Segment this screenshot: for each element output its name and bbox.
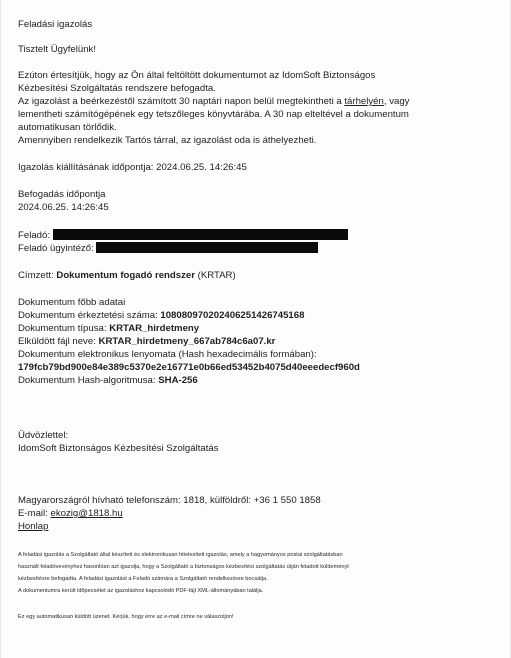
intro-line-2: Kézbesítési Szolgáltatás rendszere befogadta.: [18, 83, 216, 94]
file-value: KRTAR_hirdetmeny_667ab784c6a07.kr: [98, 336, 276, 347]
document-algo-row: [18, 375, 198, 387]
recipient-label: Címzett:: [18, 270, 54, 281]
document-type-row: [18, 323, 199, 335]
hash-value-text: 179fcb79bd900e84e389c5370e2e16771e0b66ed53452b4075d40eeedecf960d: [18, 362, 360, 373]
issued-label: Igazolás kiállításának időpontja:: [18, 162, 154, 173]
auto-notice: Ez egy automatikusan küldött üzenet. Kérjük, hogy erre az e-mail címre ne válaszoljon!: [18, 614, 234, 620]
intro-line-1: Ezúton értesítjük, hogy az Ön által feltöltött dokumentumot az IdomSoft Biztonságos: [18, 70, 376, 81]
issued-value: 2024.06.25. 14:26:45: [156, 162, 247, 173]
algo-value: SHA-256: [158, 375, 198, 386]
document-arrival-row: [18, 310, 304, 322]
sender-row: [18, 229, 348, 242]
sender-agent-redacted: [96, 242, 318, 253]
sender-label: Feladó:: [18, 230, 50, 241]
intro-line-4: lementheti számítógépének egy tetszőleges könyvtárába. A 30 nap elteltével a dokumentum: [18, 109, 409, 120]
type-value: KRTAR_hirdetmeny: [109, 323, 200, 334]
received-value: 2024.06.25. 14:26:45: [18, 202, 109, 213]
homepage-row: [18, 521, 48, 533]
footer-line-1: A feladási igazolás a Szolgáltató által készített és elektronikusan hitelesített igazolás, amely a hagyományos postai szolgáltatásban: [18, 552, 343, 558]
recipient-code: (KRTAR): [197, 270, 236, 281]
hash-value: [18, 362, 360, 374]
intro-line-5: automatikusan törlődik.: [18, 122, 117, 133]
intro-line-3: [18, 96, 409, 108]
arrival-value: 108080970202406251426745168: [160, 310, 305, 321]
footer-line-2: használt feladóvevényhez hasonlóan azt igazolja, hogy a Szolgáltató a biztonságos kézbesítési szolgáltatás útján feladott küldeményt: [18, 564, 349, 570]
sender-agent-row: [18, 242, 318, 255]
document-file-row: [18, 336, 275, 348]
recipient-name: Dokumentum fogadó rendszer: [56, 270, 195, 281]
page-title: Feladási igazolás: [18, 19, 93, 30]
sender-redacted: [53, 229, 348, 240]
email-label: E-mail:: [18, 508, 48, 519]
hash-label: Dokumentum elektronikus lenyomata (Hash hexadecimális formában):: [18, 349, 317, 360]
document-heading: Dokumentum főbb adatai: [18, 297, 126, 308]
received-label: Befogadás időpontja: [18, 189, 106, 200]
footer-line-4: A dokumentumra került időpecsétet az igazoláshoz kapcsolódó PDF-fájl XML-állományában találja.: [18, 588, 264, 594]
contact-email-row: [18, 508, 123, 520]
issued-timestamp: [18, 162, 247, 174]
file-label: Elküldött fájl neve:: [18, 336, 96, 347]
algo-label: Dokumentum Hash-algoritmusa:: [18, 375, 156, 386]
footer-line-3: kézbesítésre befogadta. A feladási igazolást a Feladó számára a Szolgáltató rendelkezésre bocsátja.: [18, 576, 268, 582]
closing-line-2: IdomSoft Biztonságos Kézbesítési Szolgáltatás: [18, 443, 219, 454]
intro-line-3-end: , vagy: [383, 96, 410, 107]
sender-agent-label: Feladó ügyintéző:: [18, 243, 94, 254]
arrival-label: Dokumentum érkeztetési száma:: [18, 310, 158, 321]
storage-link[interactable]: tárhelyén: [344, 96, 384, 107]
closing-line-1: Üdvözlettel:: [18, 430, 69, 441]
intro-line-3-text: Az igazolást a beérkezéstől számított 30 naptári napon belül megtekintheti a: [18, 96, 345, 107]
contact-phone: Magyarországról hívható telefonszám: 1818, külföldről: +36 1 550 1858: [18, 495, 321, 506]
intro-line-6: Amennyiben rendelkezik Tartós tárral, az igazolást oda is áthelyezheti.: [18, 135, 317, 146]
type-label: Dokumentum típusa:: [18, 323, 107, 334]
greeting: Tisztelt Ügyfelünk!: [18, 44, 97, 55]
email-link[interactable]: ekozig@1818.hu: [50, 508, 123, 519]
homepage-link[interactable]: Honlap: [18, 521, 49, 532]
recipient-row: [18, 270, 236, 282]
